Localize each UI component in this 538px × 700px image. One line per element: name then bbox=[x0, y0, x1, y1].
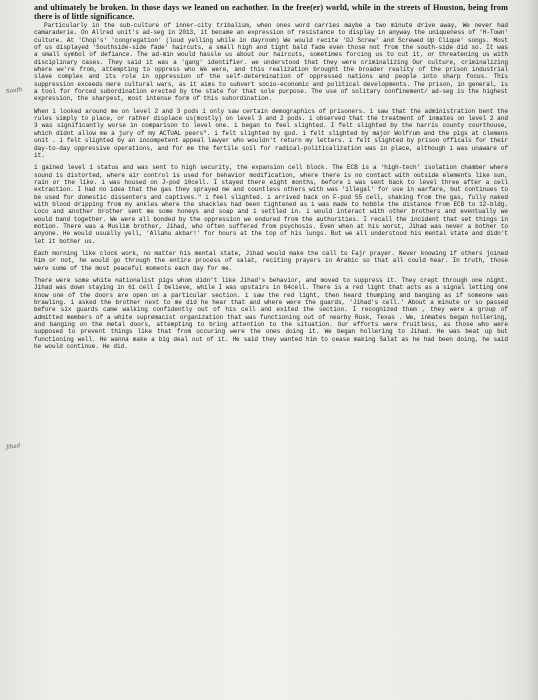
margin-note-south: South bbox=[5, 86, 23, 96]
paragraph-fajr-prayer: Each morning like clock work, no matter his mental state, Jihad would make the call to Fajr prayer. Never knowing if others joined him or not, he would go through the entire process of salat, reciting prayers in Arabic so that all could hear. In truth, those were some of the most peaceful moments each day for me. bbox=[34, 249, 508, 272]
scan-shadow-edge bbox=[528, 0, 538, 700]
margin-note-jihad: Jihad bbox=[5, 443, 21, 451]
paragraph-slighted: When i looked around me on level 2 and 3 pods i only saw certain demographics of prisoners. i saw that the administration bent the rules simply to place, or rather displace us(mostly) on level 3 and 2 pods. i observed that the treatment of inmates on level 2 and 3 was significantly worse in comparison to level one. i began to feel slighted. I felt slighted by the harris county courthouse, which didnt allow me a jury of my ACTUAL peers". i felt slighted by god. i felt slighted by major Wolfrum and the pigs at clemens unit . i felt slighted by an incompetent appeal lawyer who wouldn't return my letters. i felt slighted by prison officals for their day-to-day oppressive operations, and for me the fertile soil for radical-politicalization was in place, although i was unaware of it. bbox=[34, 107, 508, 159]
paragraph-intro: and ultimately be broken. In those days we leaned on eachother. In the free(er) world, while in the streets of Houston, being from there is of little significance. bbox=[34, 3, 508, 21]
paragraph-htown-culture: Particularly in the sub-culture of inner-city tribalism, when ones word carries maybe a two minute drive away, We never had camaraderie. On Allred unit's ad-seg in 2013, it became an expression of resistance to display in anyway the uniqueness of 'H-Town' culture. At 'Chop's' 'congregation' (loud yelling while in dayroom) We would recite 'DJ Screw' and Screwed Up Clique' songs. Most of us displayed 'Southside-side fade' haircuts, a small high and tight bald fade even those not from the south-side did so. It was a small symbol of defiance. The ad-min would hassle us about our haircuts, sometimes forcing us to cut it, or threatening us with disciplinary cases. They said it was a 'gang' identifier. we understood that they were criminalizing Our culture, criminalizing where we're from, attempting to oppress who We were, and this realization brought the broader reality of the prison industrial slave complex and its role in oppression of the self-determination of oppressed nations and people into sharp focus. This suppression exceeds mere cultural wars, as it aims to subvert socio-economic and political developments. The prison, in general, is a tool for forced subordination erected by the state for that sole purpose. The use of solitary confinement/ ad-seg is the highest expression, the sharpest, most intense form of this subordination. bbox=[34, 22, 508, 103]
paragraph-high-security: i gained level 1 status and was sent to high security, the expansion cell block. The ECB is a 'high-tech' isolation chamber where sound is distorted, where air control is used for behavior modification, where there is no contact with outside elements like sun, rain or the like. i was housed on J-pod 10cell. I stayed there eight months, before i was sent back to level three after a cell extraction. I had no idea that the gas they sprayed me and countless others with was 'illegal' for use in warfare, but continues to be used for domestic dissenters and captives." i feel slighted. i arrived back on F-pod 55 cell, shaking from the gas, fully naked with blood dripping from my ankles where the shackles had been tightened as i was made to hobble the distance from ECB to 12-bldg. Loco and another brother sent me some honeys and soap and i settled in. i would interact with other brothers and eventually we would band together. We were all bonded by the oppression we endured from the authorities. I recall the incident that set things in motion. There was a Muslim brother, Jihad, who often suffered from psychosis. Even when at his worst, Jihad was never a bother to anyone. He would usually yell, 'Allahu akbar!' for hours at the top of his lungs. But we all understood his mental state and didn't let it bother us. bbox=[34, 164, 508, 245]
paragraph-night-incident: There were some white nationalist pigs whom didn't like Jihad's behavior, and moved to suppress it. They crept through one night. Jihad was down staying in 61 cell I believe, while I was upstairs in 64cell. There is a red light that acts as a signal letting one know one of the doors are open on a particular section. i saw the red light, then heard thumping and banging as if someone was brawling. i asked the brother next to me did he hear that and where were the guards, 'Jihad's cell.' About a minute or so passed before six guards came walking confidently out of his cell and exited the section. I recognized them , they were a group of admitted members of a white supremacist organization that was functioning out of nearby Rusk, Texas . We, inmates began hollering, and banging on the metal doors, attempting to bring attention to the situation. Our efforts were fruitless, as those who were supposed to prevent things like that from occuring were the ones doing it. We began hollering to Jihad. He was beat up but functioning well. He wanna make a big deal out of it. He said they wanted him to cease making Salat as he had been doing, he said he would continue. He did. bbox=[34, 277, 508, 351]
